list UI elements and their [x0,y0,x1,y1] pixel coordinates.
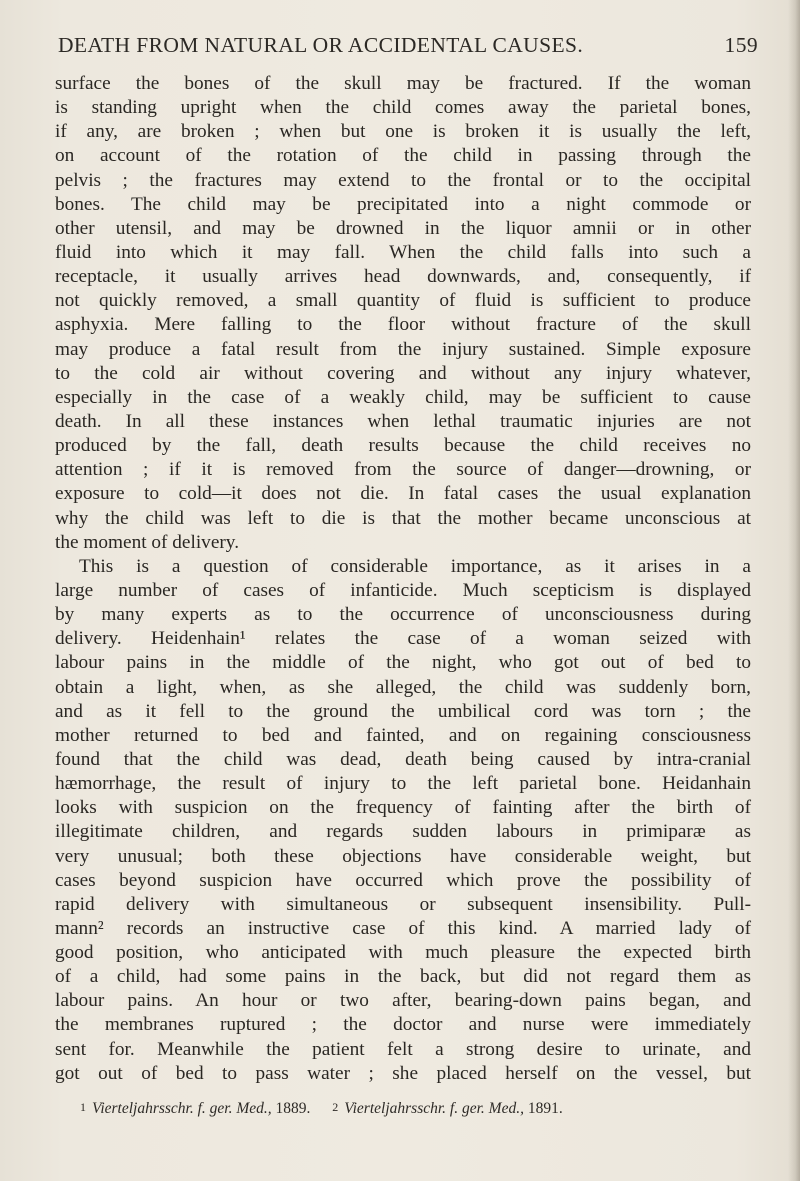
body-text [55,72,751,1086]
running-head-title: DEATH FROM NATURAL OR ACCIDENTAL CAUSES. [58,33,584,57]
text-line: got out of bed to pass water ; she placed herself on the vessel, but [55,1062,751,1084]
text-line: and as it fell to the ground the umbilical cord was torn ; the [55,700,751,722]
text-line: fluid into which it may fall. When the child falls into such a [55,241,751,263]
text-line: large number of cases of infanticide. Much scepticism is displayed [55,579,751,601]
text-line: attention ; if it is removed from the source of danger—drowning, or [55,459,751,481]
footnote-number: 1 [80,1100,86,1114]
text-line: is standing upright when the child comes away the parietal bones, [55,97,751,119]
text-line: hæmorrhage, the result of injury to the left parietal bone. Heidanhain [55,773,751,795]
page-number: 159 [724,33,758,57]
text-line: of a child, had some pains in the back, but did not regard them as [55,966,751,988]
text-line: good position, who anticipated with much pleasure the expected birth [55,942,751,964]
text-line: sent for. Meanwhile the patient felt a strong desire to urinate, and [55,1038,751,1060]
text-line: pelvis ; the fractures may extend to the frontal or to the occipital [55,169,751,191]
text-line: labour pains in the middle of the night, who got out of bed to [55,652,751,674]
text-line: looks with suspicion on the frequency of fainting after the birth of [55,797,751,819]
text-line: may produce a fatal result from the injury sustained. Simple exposure [55,338,751,360]
footnote-2 [332,1100,562,1118]
text-line: to the cold air without covering and without any injury whatever, [55,362,751,384]
footnote-number: 2 [332,1100,339,1114]
footnote-journal: Vierteljahrsschr. f. ger. Med., [92,1100,272,1117]
footnotes [80,1100,740,1118]
text-line: on account of the rotation of the child in passing through the [55,145,751,167]
page-edge-shadow [788,0,800,1181]
text-line: produced by the fall, death results because the child receives no [55,435,751,457]
text-line: the moment of delivery. [55,531,240,553]
text-line: why the child was left to die is that the mother became unconscious at [55,507,751,529]
text-line: receptacle, it usually arrives head downwards, and, consequently, if [55,266,751,288]
text-line: the membranes ruptured ; the doctor and nurse were immediately [55,1014,751,1036]
text-line: mann² records an instructive case of this kind. A married lady of [55,917,751,939]
text-line: surface the bones of the skull may be fractured. If the woman [55,73,751,94]
footnote-1 [80,1100,310,1118]
text-line: if any, are broken ; when but one is broken it is usually the left, [55,121,751,143]
text-line: labour pains. An hour or two after, bearing-down pains began, and [55,990,751,1012]
text-line: by many experts as to the occurrence of unconsciousness during [55,604,751,626]
text-line: other utensil, and may be drowned in the liquor amnii or in other [55,217,751,239]
text-line: rapid delivery with simultaneous or subsequent insensibility. Pull- [55,893,751,915]
text-line: very unusual; both these objections have considerable weight, but [55,845,751,867]
text-line: mother returned to bed and fainted, and on regaining consciousness [55,724,751,746]
text-line: cases beyond suspicion have occurred which prove the possibility of [55,869,751,891]
text-line: not quickly removed, a small quantity of fluid is sufficient to produce [55,290,751,312]
text-line: found that the child was dead, death being caused by intra-cranial [55,748,751,770]
footnote-year: 1889. [275,1100,311,1117]
text-line: exposure to cold—it does not die. In fatal cases the usual explanation [55,483,751,505]
text-line: obtain a light, when, as she alleged, the child was suddenly born, [55,676,751,698]
text-line: delivery. Heidenhain¹ relates the case of a woman seized with [55,628,751,650]
text-line: especially in the case of a weakly child, may be sufficient to cause [55,386,751,408]
text-line: This is a question of considerable importance, as it arises in a [79,555,751,577]
text-line: death. In all these instances when lethal traumatic injuries are not [55,410,751,432]
running-head [58,33,758,63]
text-line: bones. The child may be precipitated into a night commode or [55,193,751,215]
text-line: asphyxia. Mere falling to the floor without fracture of the skull [55,314,751,336]
footnote-journal: Vierteljahrsschr. f. ger. Med., [344,1100,524,1117]
text-line: illegitimate children, and regards sudden labours in primiparæ as [55,821,751,843]
footnote-year: 1891. [527,1100,563,1117]
